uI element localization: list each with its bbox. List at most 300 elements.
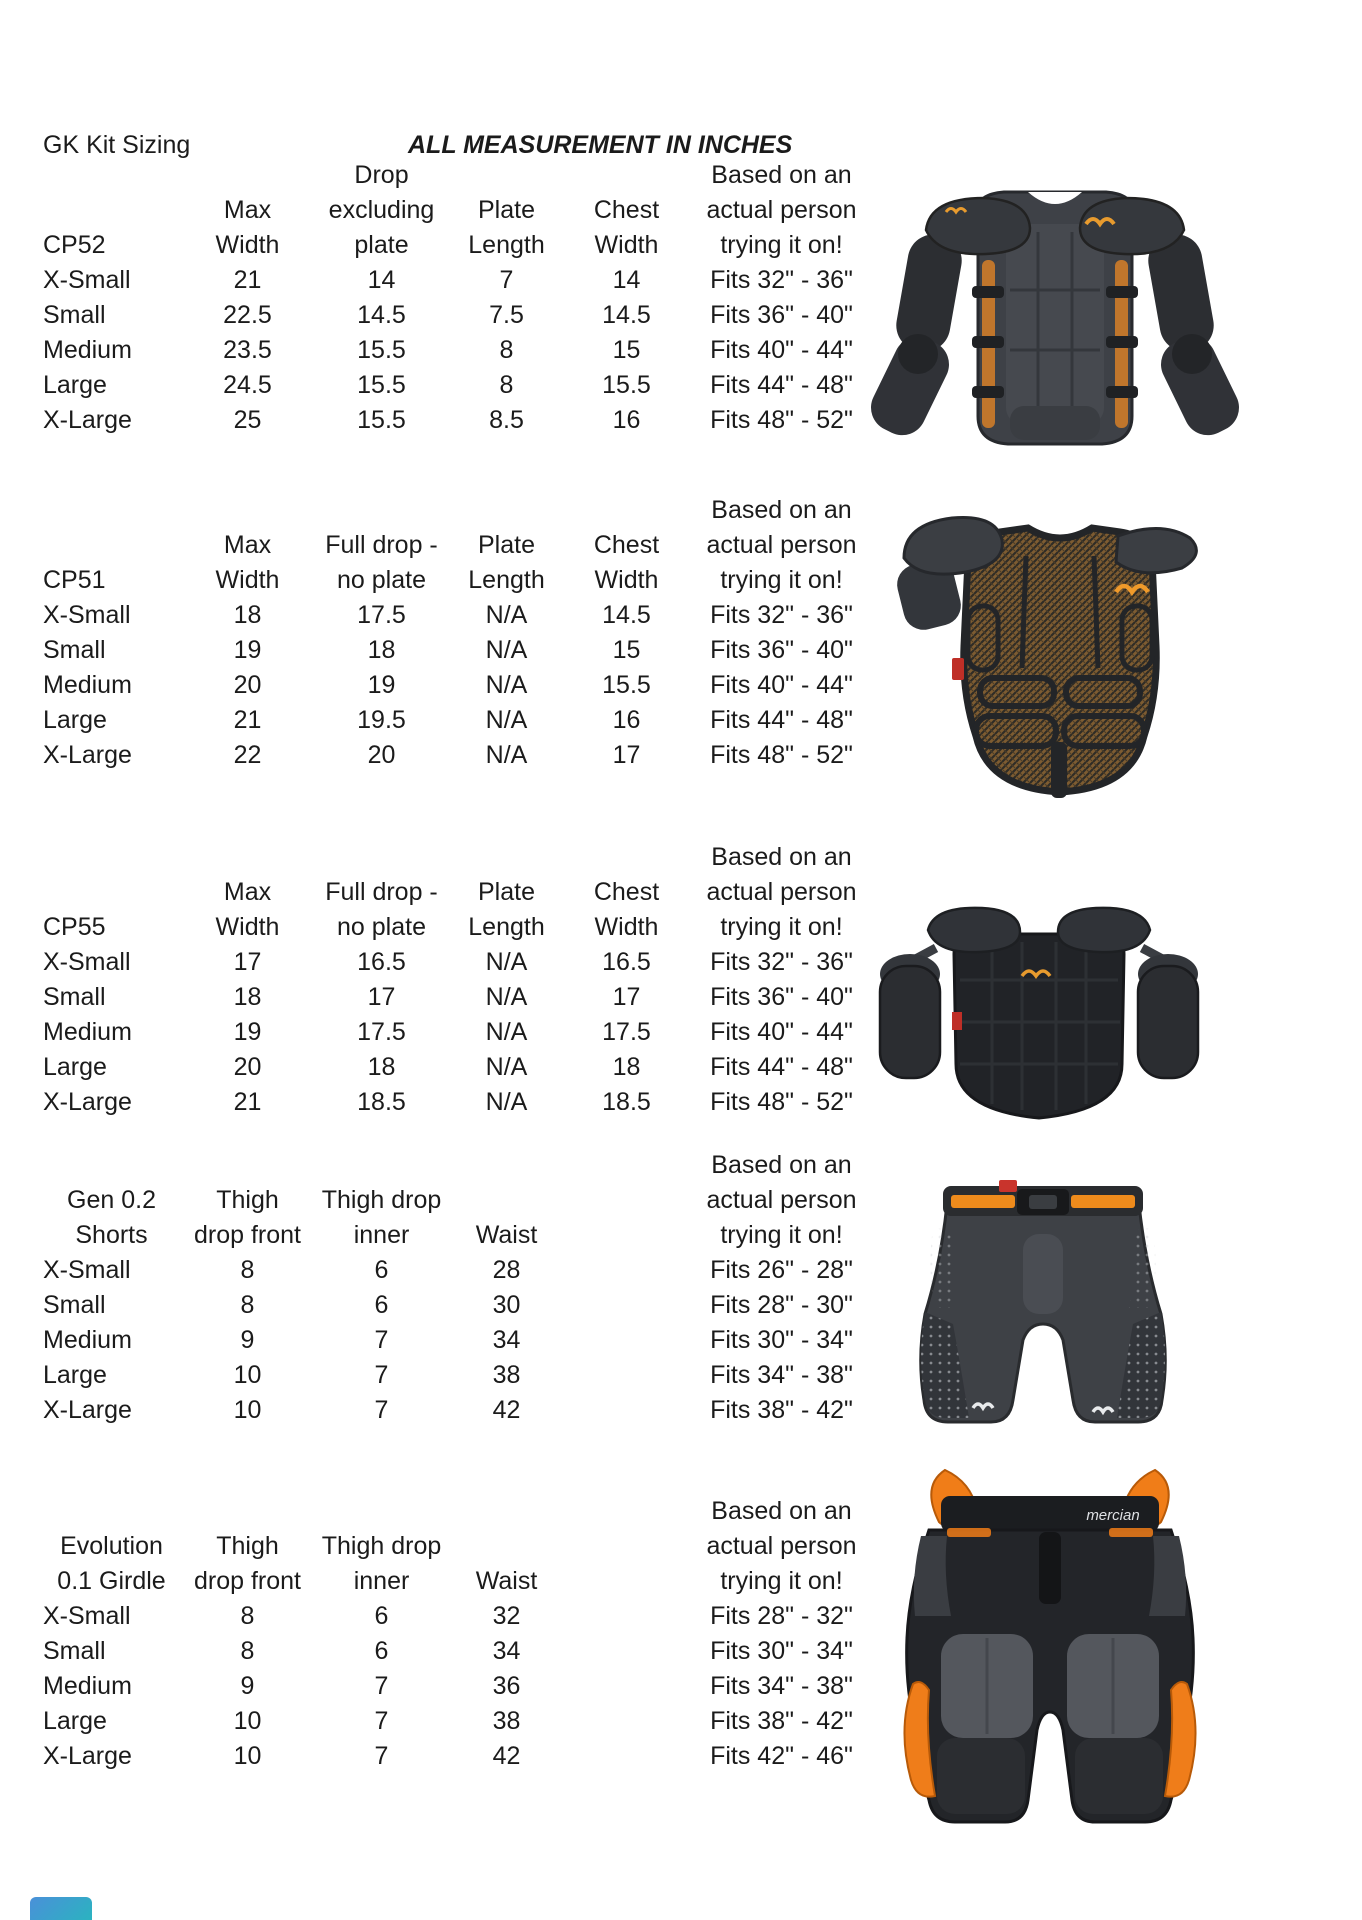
measurement-value: 18 xyxy=(612,1053,641,1081)
column-header: Width xyxy=(594,913,659,941)
size-label: Small xyxy=(43,636,106,664)
measurement-value: 7 xyxy=(374,1396,389,1424)
column-header xyxy=(315,1148,448,1183)
header-row xyxy=(43,193,875,228)
fit-range: Fits 32" - 36" xyxy=(710,601,853,629)
size-row xyxy=(43,1599,875,1634)
measurement-value: 8 xyxy=(240,1602,255,1630)
size-label: X-Large xyxy=(43,1396,132,1424)
measurement-value: 19.5 xyxy=(357,706,406,734)
fit-range: Fits 48" - 52" xyxy=(710,406,853,434)
column-header xyxy=(448,1148,565,1183)
fit-note-header: Based on an xyxy=(711,1151,852,1179)
column-header xyxy=(180,493,315,528)
column-header: Plate xyxy=(478,878,535,906)
size-row xyxy=(43,945,875,980)
measurement-value: 19 xyxy=(367,671,396,699)
fit-note-header: trying it on! xyxy=(720,1221,843,1249)
column-header xyxy=(448,840,565,875)
fit-range: Fits 28" - 30" xyxy=(710,1291,853,1319)
measurement-value: 20 xyxy=(233,671,262,699)
cp55-size-table xyxy=(43,840,875,1120)
size-label: Small xyxy=(43,983,106,1011)
size-row xyxy=(43,298,875,333)
fit-range: Fits 44" - 48" xyxy=(710,1053,853,1081)
column-header: Width xyxy=(215,913,280,941)
header-row xyxy=(43,1564,875,1599)
measurement-value: N/A xyxy=(485,636,528,664)
measurement-value: 18 xyxy=(367,636,396,664)
right-arm-guard xyxy=(1138,966,1198,1078)
measurement-value: 6 xyxy=(374,1256,389,1284)
measurement-value: 7 xyxy=(374,1672,389,1700)
right-shoulder-cap xyxy=(1116,528,1196,572)
header-row xyxy=(43,875,875,910)
measurement-value: 8 xyxy=(240,1637,255,1665)
column-header: Thigh xyxy=(216,1532,279,1560)
size-row xyxy=(43,1669,875,1704)
measurement-value: 15 xyxy=(612,336,641,364)
column-header: Length xyxy=(468,913,545,941)
fit-range: Fits 44" - 48" xyxy=(710,371,853,399)
torso-pad xyxy=(954,934,1124,1118)
size-label: Large xyxy=(43,371,107,399)
fit-range: Fits 36" - 40" xyxy=(710,983,853,1011)
column-header: no plate xyxy=(337,913,426,941)
column-header: Drop xyxy=(354,161,409,189)
size-row xyxy=(43,980,875,1015)
measurement-value: 16 xyxy=(612,406,641,434)
size-label: Medium xyxy=(43,1018,132,1046)
fit-range: Fits 32" - 36" xyxy=(710,948,853,976)
fit-range: Fits 34" - 38" xyxy=(710,1361,853,1389)
size-label: Medium xyxy=(43,671,132,699)
size-row xyxy=(43,1085,875,1120)
size-row xyxy=(43,403,875,438)
fit-range: Fits 32" - 36" xyxy=(710,266,853,294)
column-header: Thigh drop xyxy=(321,1186,442,1214)
measurement-value: 14 xyxy=(612,266,641,294)
size-row xyxy=(43,598,875,633)
measurement-value: 7 xyxy=(499,266,514,294)
measurement-value: 9 xyxy=(240,1672,255,1700)
measurement-value: 21 xyxy=(233,706,262,734)
measurement-value: 20 xyxy=(367,741,396,769)
column-header xyxy=(180,158,315,193)
left-shoulder-cap xyxy=(926,198,1030,254)
header-row xyxy=(43,228,875,263)
measurement-value: 15.5 xyxy=(357,406,406,434)
measurement-value: 19 xyxy=(233,1018,262,1046)
measurement-value: N/A xyxy=(485,671,528,699)
product-label xyxy=(43,840,180,875)
measurement-value: 10 xyxy=(233,1707,262,1735)
fit-note-header: trying it on! xyxy=(720,913,843,941)
measurement-value: 7 xyxy=(374,1742,389,1770)
fit-note-header: Based on an xyxy=(711,843,852,871)
measurement-value xyxy=(565,1669,688,1704)
measurement-value: 14.5 xyxy=(602,601,651,629)
fit-range: Fits 38" - 42" xyxy=(710,1707,853,1735)
measurement-value xyxy=(565,1704,688,1739)
column-header xyxy=(448,158,565,193)
header-row xyxy=(43,158,875,193)
measurement-value: 24.5 xyxy=(223,371,272,399)
product-label: Shorts xyxy=(75,1221,148,1249)
fit-range: Fits 40" - 44" xyxy=(710,336,853,364)
measurement-value: 42 xyxy=(492,1742,521,1770)
header-row xyxy=(43,910,875,945)
column-header: Width xyxy=(215,231,280,259)
measurement-value xyxy=(565,1358,688,1393)
size-row xyxy=(43,668,875,703)
column-header: drop front xyxy=(193,1567,301,1595)
size-row xyxy=(43,333,875,368)
column-header: Chest xyxy=(593,196,660,224)
measurement-value: N/A xyxy=(485,948,528,976)
fit-range: Fits 36" - 40" xyxy=(710,301,853,329)
measurement-value: 18 xyxy=(233,983,262,1011)
measurement-value: 15.5 xyxy=(357,371,406,399)
fit-range: Fits 40" - 44" xyxy=(710,671,853,699)
column-header xyxy=(315,493,448,528)
product-label xyxy=(43,158,180,193)
measurement-value: N/A xyxy=(485,741,528,769)
column-header: Thigh drop xyxy=(321,1532,442,1560)
product-label xyxy=(43,528,180,563)
header-row xyxy=(43,840,875,875)
measurement-value: 42 xyxy=(492,1396,521,1424)
column-header: drop front xyxy=(193,1221,301,1249)
measurement-value: 20 xyxy=(233,1053,262,1081)
column-header: Chest xyxy=(593,878,660,906)
fit-note-header: Based on an xyxy=(711,1497,852,1525)
column-header: Max xyxy=(223,196,272,224)
measurement-value: N/A xyxy=(485,1018,528,1046)
size-row xyxy=(43,1288,875,1323)
left-arm-guard xyxy=(880,966,940,1078)
measurement-value: 8 xyxy=(499,336,514,364)
column-header xyxy=(180,1494,315,1529)
measurement-value xyxy=(565,1634,688,1669)
measurement-value: N/A xyxy=(485,601,528,629)
evolution-01-girdle-size-table xyxy=(43,1494,875,1774)
column-header xyxy=(565,1529,688,1564)
size-label: X-Small xyxy=(43,948,131,976)
product-label xyxy=(43,875,180,910)
column-header xyxy=(565,1494,688,1529)
measurement-value: 6 xyxy=(374,1602,389,1630)
size-row xyxy=(43,1050,875,1085)
right-shoulder-cap xyxy=(1058,908,1150,952)
size-label: Small xyxy=(43,1291,106,1319)
measurement-value: 17 xyxy=(367,983,396,1011)
column-header: Length xyxy=(468,231,545,259)
measurement-value: 16.5 xyxy=(357,948,406,976)
fit-range: Fits 48" - 52" xyxy=(710,741,853,769)
column-header xyxy=(565,1564,688,1599)
cutoff-image-fragment xyxy=(30,1897,92,1920)
measurement-value: N/A xyxy=(485,983,528,1011)
measurement-value xyxy=(565,1739,688,1774)
evolution-01-girdle-product-photo xyxy=(881,1466,1219,1836)
measurement-value: 6 xyxy=(374,1291,389,1319)
fit-range: Fits 40" - 44" xyxy=(710,1018,853,1046)
left-shoulder-cap xyxy=(904,517,1002,574)
column-header xyxy=(565,493,688,528)
measurement-value: 6 xyxy=(374,1637,389,1665)
measurement-value: 18.5 xyxy=(357,1088,406,1116)
cp51-product-photo xyxy=(876,496,1244,804)
column-header: Max xyxy=(223,531,272,559)
fit-note-header: Based on an xyxy=(711,496,852,524)
column-header xyxy=(565,158,688,193)
measurement-value xyxy=(565,1393,688,1428)
measurement-value: 14 xyxy=(367,266,396,294)
header-row xyxy=(43,1494,875,1529)
measurement-value: 21 xyxy=(233,266,262,294)
cp51-size-table xyxy=(43,493,875,773)
column-header: Full drop - xyxy=(325,531,438,559)
cp55-product-photo xyxy=(870,896,1208,1134)
column-header: Plate xyxy=(478,531,535,559)
size-label: Large xyxy=(43,706,107,734)
measurement-value: 8 xyxy=(499,371,514,399)
fit-range: Fits 48" - 52" xyxy=(710,1088,853,1116)
product-label xyxy=(43,193,180,228)
size-row xyxy=(43,263,875,298)
size-label: X-Large xyxy=(43,741,132,769)
product-label xyxy=(43,1148,180,1183)
size-row xyxy=(43,633,875,668)
measurement-value: 30 xyxy=(492,1291,521,1319)
fit-note-header: actual person xyxy=(706,1532,857,1560)
fit-note-header: Based on an xyxy=(711,161,852,189)
product-label: CP52 xyxy=(43,231,106,259)
header-row xyxy=(43,1218,875,1253)
brand-tab xyxy=(952,658,964,680)
size-row xyxy=(43,738,875,773)
fit-range: Fits 36" - 40" xyxy=(710,636,853,664)
measurement-value: 14.5 xyxy=(602,301,651,329)
left-shoulder-cap xyxy=(928,908,1020,952)
column-header: Width xyxy=(594,231,659,259)
column-header xyxy=(180,1148,315,1183)
mercian-wordmark: mercian xyxy=(1086,1507,1140,1524)
page-title: GK Kit Sizing xyxy=(43,131,191,159)
column-header xyxy=(315,1494,448,1529)
size-row xyxy=(43,1015,875,1050)
size-label: X-Small xyxy=(43,266,131,294)
column-header xyxy=(448,1183,565,1218)
measurement-value: 18.5 xyxy=(602,1088,651,1116)
size-label: X-Small xyxy=(43,601,131,629)
fit-range: Fits 26" - 28" xyxy=(710,1256,853,1284)
product-label xyxy=(43,1494,180,1529)
size-label: Large xyxy=(43,1361,107,1389)
column-header: Width xyxy=(215,566,280,594)
fit-range: Fits 28" - 32" xyxy=(710,1602,853,1630)
product-label: Gen 0.2 xyxy=(67,1186,156,1214)
column-header: Plate xyxy=(478,196,535,224)
fit-range: Fits 38" - 42" xyxy=(710,1396,853,1424)
fit-note-header: trying it on! xyxy=(720,1567,843,1595)
size-label: Medium xyxy=(43,1672,132,1700)
size-label: Small xyxy=(43,301,106,329)
column-header xyxy=(565,1183,688,1218)
column-header: Waist xyxy=(475,1221,538,1249)
header-row xyxy=(43,528,875,563)
measurement-value: 15 xyxy=(612,636,641,664)
column-header xyxy=(565,1148,688,1183)
fit-range: Fits 30" - 34" xyxy=(710,1326,853,1354)
column-header: Width xyxy=(594,566,659,594)
product-label: Evolution xyxy=(60,1532,163,1560)
size-label: Large xyxy=(43,1707,107,1735)
measurement-value xyxy=(565,1288,688,1323)
fit-note-header: trying it on! xyxy=(720,231,843,259)
measurement-value: 28 xyxy=(492,1256,521,1284)
measurement-value: 21 xyxy=(233,1088,262,1116)
size-row xyxy=(43,1323,875,1358)
fit-note-header: trying it on! xyxy=(720,566,843,594)
size-label: Small xyxy=(43,1637,106,1665)
size-row xyxy=(43,1253,875,1288)
measurement-value: 7 xyxy=(374,1326,389,1354)
measurement-value: 10 xyxy=(233,1396,262,1424)
size-row xyxy=(43,1704,875,1739)
measurement-value: 15.5 xyxy=(602,671,651,699)
fit-note-header: actual person xyxy=(706,196,857,224)
column-header xyxy=(448,1529,565,1564)
measurement-value: 15.5 xyxy=(357,336,406,364)
column-header: Waist xyxy=(475,1567,538,1595)
size-label: X-Large xyxy=(43,406,132,434)
cp52-size-table xyxy=(43,158,875,438)
header-row xyxy=(43,563,875,598)
header-row xyxy=(43,493,875,528)
column-header: inner xyxy=(353,1567,410,1595)
measurement-note: ALL MEASUREMENT IN INCHES xyxy=(408,131,793,159)
product-label xyxy=(43,493,180,528)
column-header: Thigh xyxy=(216,1186,279,1214)
size-row xyxy=(43,703,875,738)
measurement-value: 14.5 xyxy=(357,301,406,329)
column-header xyxy=(448,493,565,528)
measurement-value: 22.5 xyxy=(223,301,272,329)
fit-range: Fits 44" - 48" xyxy=(710,706,853,734)
measurement-value: N/A xyxy=(485,1088,528,1116)
size-row xyxy=(43,368,875,403)
size-label: Medium xyxy=(43,1326,132,1354)
measurement-value: 32 xyxy=(492,1602,521,1630)
size-label: Medium xyxy=(43,336,132,364)
measurement-value: 17.5 xyxy=(602,1018,651,1046)
measurement-value: 9 xyxy=(240,1326,255,1354)
measurement-value: N/A xyxy=(485,1053,528,1081)
fit-range: Fits 34" - 38" xyxy=(710,1672,853,1700)
product-label: CP55 xyxy=(43,913,106,941)
column-header: plate xyxy=(354,231,409,259)
measurement-value: 17 xyxy=(233,948,262,976)
measurement-value: 17 xyxy=(612,741,641,769)
measurement-value: 17.5 xyxy=(357,601,406,629)
size-label: X-Small xyxy=(43,1602,131,1630)
measurement-value: 34 xyxy=(492,1637,521,1665)
size-label: X-Large xyxy=(43,1742,132,1770)
measurement-value: 38 xyxy=(492,1361,521,1389)
fit-note-header: actual person xyxy=(706,531,857,559)
column-header xyxy=(315,840,448,875)
size-label: Large xyxy=(43,1053,107,1081)
measurement-value: 23.5 xyxy=(223,336,272,364)
gen-02-shorts-product-photo xyxy=(911,1172,1175,1438)
size-row xyxy=(43,1358,875,1393)
column-header: Max xyxy=(223,878,272,906)
measurement-value xyxy=(565,1599,688,1634)
size-row xyxy=(43,1634,875,1669)
fit-range: Fits 30" - 34" xyxy=(710,1637,853,1665)
fit-note-header: actual person xyxy=(706,878,857,906)
product-label: 0.1 Girdle xyxy=(57,1567,166,1595)
measurement-value: 25 xyxy=(233,406,262,434)
right-shoulder-cap xyxy=(1080,198,1184,254)
measurement-value: 22 xyxy=(233,741,262,769)
measurement-value: 7 xyxy=(374,1361,389,1389)
size-label: X-Small xyxy=(43,1256,131,1284)
measurement-value: 8 xyxy=(240,1256,255,1284)
gen-02-shorts-size-table xyxy=(43,1148,875,1428)
measurement-value: 10 xyxy=(233,1742,262,1770)
column-header xyxy=(180,840,315,875)
size-label: X-Large xyxy=(43,1088,132,1116)
measurement-value: 38 xyxy=(492,1707,521,1735)
header-row xyxy=(43,1529,875,1564)
fit-range: Fits 42" - 46" xyxy=(710,1742,853,1770)
measurement-value: 17.5 xyxy=(357,1018,406,1046)
measurement-value: N/A xyxy=(485,706,528,734)
measurement-value: 8.5 xyxy=(489,406,524,434)
measurement-value: 7 xyxy=(374,1707,389,1735)
size-row xyxy=(43,1393,875,1428)
column-header: excluding xyxy=(328,196,435,224)
measurement-value: 16.5 xyxy=(602,948,651,976)
size-row xyxy=(43,1739,875,1774)
header-row xyxy=(43,1148,875,1183)
column-header xyxy=(448,1494,565,1529)
brand-tab xyxy=(952,1012,962,1030)
brand-tab xyxy=(999,1180,1017,1192)
measurement-value: 10 xyxy=(233,1361,262,1389)
measurement-value: 8 xyxy=(240,1291,255,1319)
measurement-value: 15.5 xyxy=(602,371,651,399)
measurement-value xyxy=(565,1253,688,1288)
measurement-value: 18 xyxy=(233,601,262,629)
column-header: Chest xyxy=(593,531,660,559)
measurement-value: 16 xyxy=(612,706,641,734)
column-header xyxy=(565,1218,688,1253)
column-header xyxy=(565,840,688,875)
column-header: Full drop - xyxy=(325,878,438,906)
measurement-value: 7.5 xyxy=(489,301,524,329)
measurement-value: 19 xyxy=(233,636,262,664)
measurement-value: 34 xyxy=(492,1326,521,1354)
column-header: inner xyxy=(353,1221,410,1249)
fit-note-header: actual person xyxy=(706,1186,857,1214)
cp52-product-photo xyxy=(860,168,1250,450)
header-row xyxy=(43,1183,875,1218)
measurement-value: 18 xyxy=(367,1053,396,1081)
